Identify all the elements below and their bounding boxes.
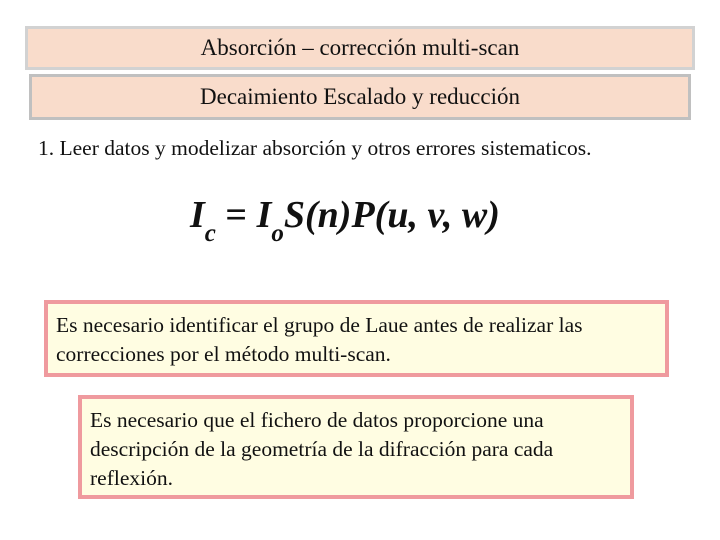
secondary-title-box <box>29 74 691 120</box>
formula-sub-c: c <box>204 220 216 247</box>
step-1-text: 1. Leer datos y modelizar absorción y otros errores sistematicos. <box>38 136 592 160</box>
laue-note-text: Es necesario identificar el grupo de Laue antes de realizar las correcciones por el método multi-scan. <box>56 313 583 366</box>
formula-I-c: I <box>190 194 205 236</box>
formula-P: P <box>351 194 375 236</box>
formula-S-arg: (n) <box>305 194 352 236</box>
intensity-formula <box>190 194 500 247</box>
secondary-title: Decaimiento Escalado y reducción <box>200 84 520 109</box>
formula-S: S <box>283 194 305 236</box>
main-title: Absorción – corrección multi-scan <box>200 35 520 60</box>
main-title-box <box>25 26 695 70</box>
formula-P-arg: (u, v, w) <box>374 194 500 236</box>
formula-I-o: I <box>256 194 272 236</box>
laue-note-box <box>44 300 669 377</box>
geometry-note-box <box>78 395 634 499</box>
formula-equals: = <box>225 194 248 236</box>
formula-sub-o: o <box>271 220 284 247</box>
geometry-note-text: Es necesario que el fichero de datos proporcione una descripción de la geometría de la difracción para cada reflexión. <box>90 408 554 490</box>
